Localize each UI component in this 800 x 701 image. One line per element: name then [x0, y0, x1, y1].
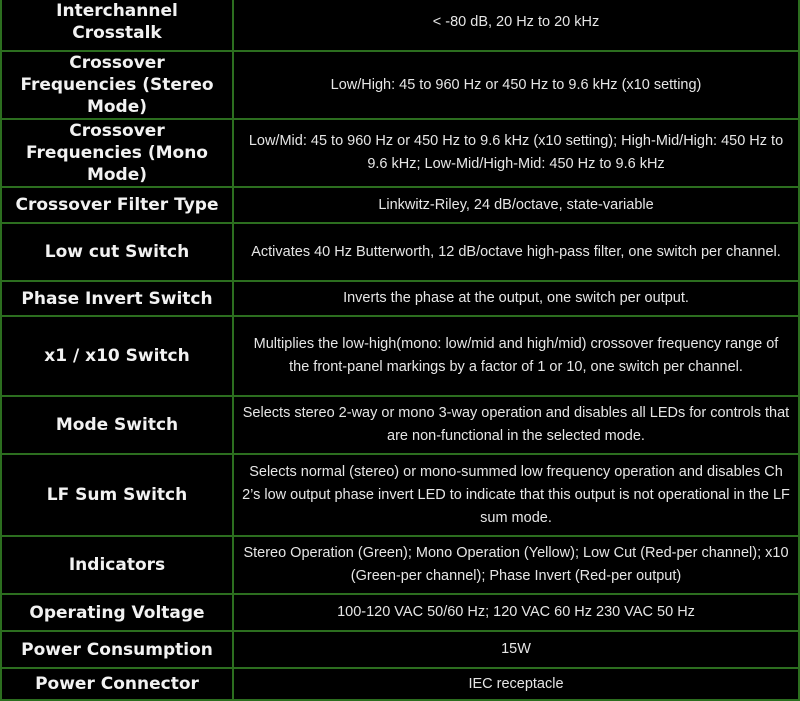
- spec-value: 100-120 VAC 50/60 Hz; 120 VAC 60 Hz 230 VAC 50 Hz: [233, 594, 799, 631]
- spec-row-x1-x10-switch: [1, 316, 799, 396]
- spec-label: Power Consumption: [1, 631, 233, 668]
- spec-label: Operating Voltage: [1, 594, 233, 631]
- spec-label: Phase Invert Switch: [1, 281, 233, 316]
- spec-row-operating-voltage: [1, 594, 799, 631]
- spec-label: Interchannel Crosstalk: [1, 0, 233, 51]
- spec-label: LF Sum Switch: [1, 454, 233, 536]
- spec-value: Linkwitz-Riley, 24 dB/octave, state-variable: [233, 187, 799, 223]
- spec-value: Low/High: 45 to 960 Hz or 450 Hz to 9.6 kHz (x10 setting): [233, 51, 799, 119]
- spec-value: Stereo Operation (Green); Mono Operation (Yellow); Low Cut (Red-per channel); x10 (Green-per channel); Phase Invert (Red-per output): [233, 536, 799, 594]
- spec-label: Crossover Frequencies (Stereo Mode): [1, 51, 233, 119]
- spec-label: Power Connector: [1, 668, 233, 700]
- spec-row-crossover-mono: [1, 119, 799, 187]
- spec-label: Low cut Switch: [1, 223, 233, 281]
- spec-value: Activates 40 Hz Butterworth, 12 dB/octave high-pass filter, one switch per channel.: [233, 223, 799, 281]
- spec-row-power-consumption: [1, 631, 799, 668]
- spec-row-phase-invert-switch: [1, 281, 799, 316]
- spec-row-lf-sum-switch: [1, 454, 799, 536]
- spec-label: x1 / x10 Switch: [1, 316, 233, 396]
- spec-row-interchannel-crosstalk: [1, 0, 799, 51]
- spec-value: Inverts the phase at the output, one switch per output.: [233, 281, 799, 316]
- spec-value: Multiplies the low-high(mono: low/mid and high/mid) crossover frequency range of the front-panel markings by a factor of 1 or 10, one switch per channel.: [233, 316, 799, 396]
- spec-row-crossover-stereo: [1, 51, 799, 119]
- spec-label: Crossover Frequencies (Mono Mode): [1, 119, 233, 187]
- spec-value: Selects stereo 2-way or mono 3-way operation and disables all LEDs for controls that are non-functional in the selected mode.: [233, 396, 799, 454]
- spec-row-mode-switch: [1, 396, 799, 454]
- spec-label: Crossover Filter Type: [1, 187, 233, 223]
- spec-value: 15W: [233, 631, 799, 668]
- spec-label: Mode Switch: [1, 396, 233, 454]
- spec-value: IEC receptacle: [233, 668, 799, 700]
- spec-row-crossover-filter-type: [1, 187, 799, 223]
- spec-row-power-connector: [1, 668, 799, 700]
- spec-row-low-cut-switch: [1, 223, 799, 281]
- spec-value: < -80 dB, 20 Hz to 20 kHz: [233, 0, 799, 51]
- spec-row-indicators: [1, 536, 799, 594]
- spec-label: Indicators: [1, 536, 233, 594]
- spec-value: Selects normal (stereo) or mono-summed low frequency operation and disables Ch 2’s low output phase invert LED to indicate that this output is not operational in the LF sum mode.: [233, 454, 799, 536]
- spec-value: Low/Mid: 45 to 960 Hz or 450 Hz to 9.6 kHz (x10 setting); High-Mid/High: 450 Hz to 9.6 kHz; Low-Mid/High-Mid: 450 Hz to 9.6 kHz: [233, 119, 799, 187]
